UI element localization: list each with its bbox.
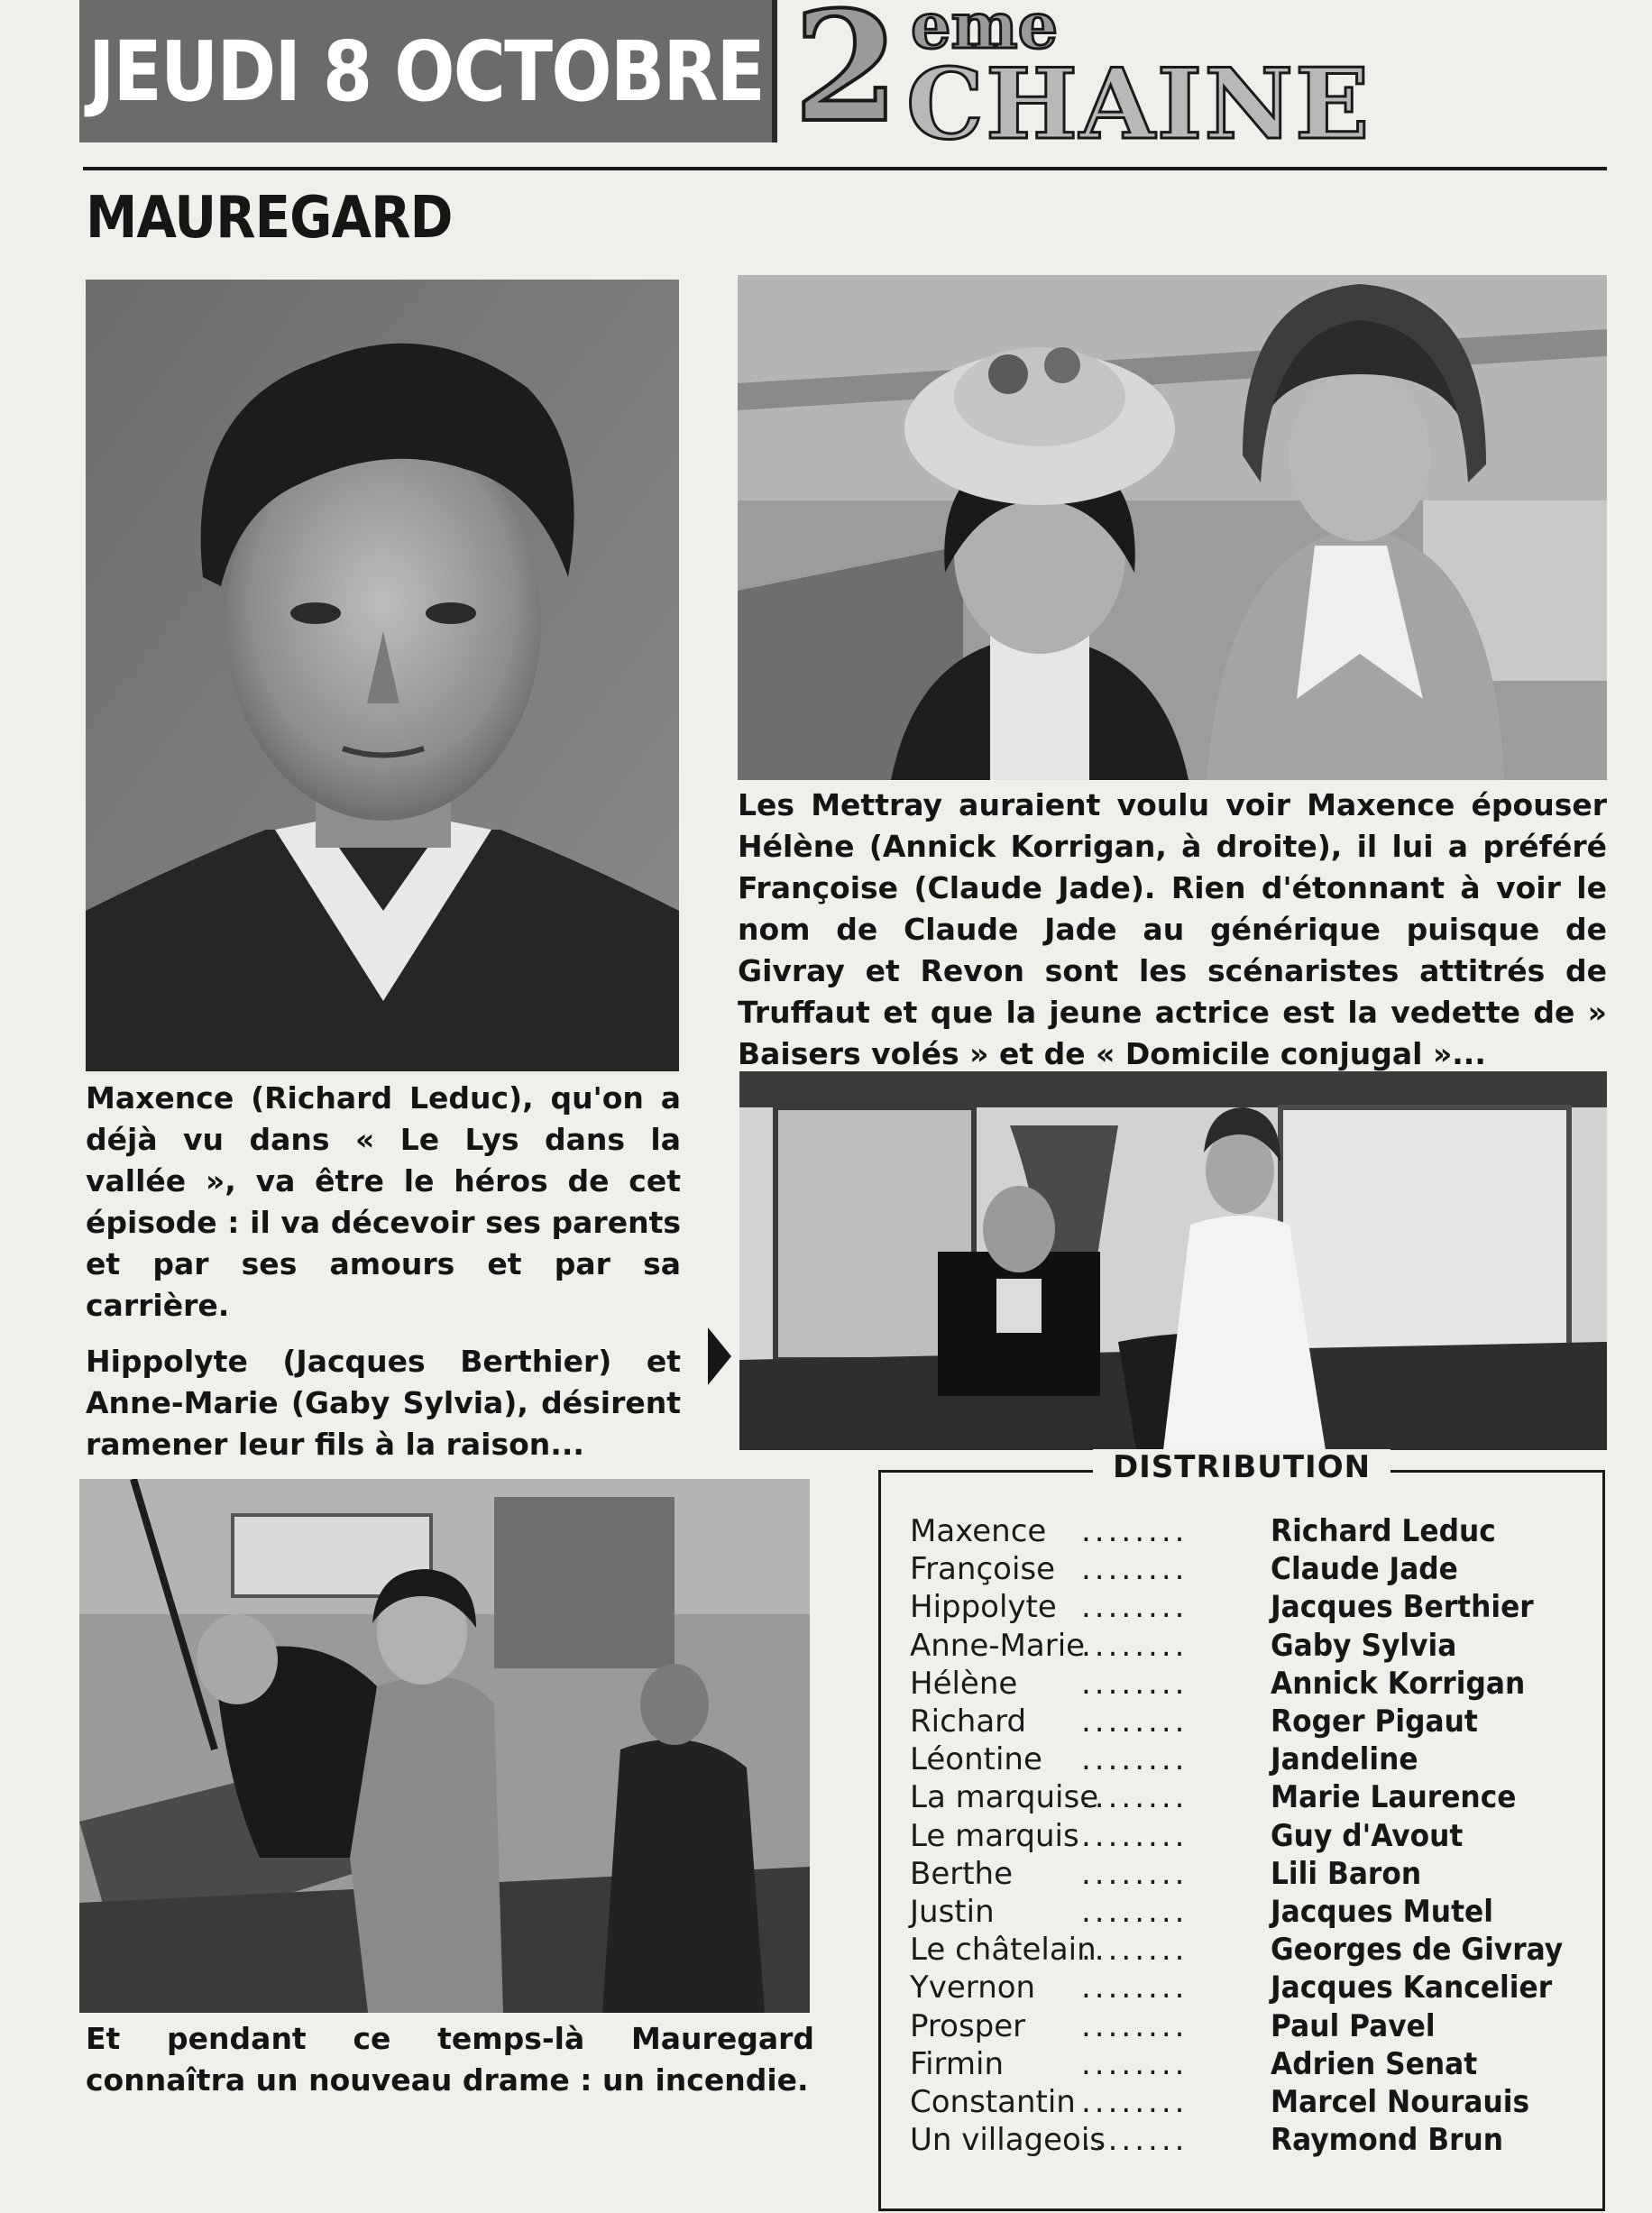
cast-role: Hélène — [910, 1665, 1018, 1702]
cast-leader-dots: ........ — [1081, 1893, 1189, 1930]
cast-actor: Lili Baron — [1271, 1855, 1422, 1892]
cast-row — [910, 1588, 1595, 1626]
cast-role: Firmin — [910, 2045, 1005, 2082]
cast-role: Berthe — [910, 1855, 1014, 1892]
cast-role: La marquise — [910, 1779, 1099, 1816]
cast-row — [910, 2083, 1595, 2121]
cast-leader-dots: ........ — [1081, 1627, 1189, 1664]
cast-actor: Jacques Mutel — [1271, 1893, 1493, 1930]
cast-row — [910, 1969, 1595, 2006]
arrow-pointer-icon — [708, 1327, 731, 1385]
cast-leader-dots: ........ — [1081, 1817, 1189, 1854]
cast-actor: Guy d'Avout — [1271, 1817, 1464, 1854]
cast-row — [910, 2121, 1595, 2159]
cast-role: Constantin — [910, 2083, 1076, 2120]
cast-leader-dots: ........ — [1081, 2083, 1189, 2120]
cast-role: Un villageois — [910, 2122, 1106, 2159]
cast-role: Justin — [910, 1893, 995, 1930]
cast-actor: Georges de Givray — [1271, 1932, 1564, 1969]
cast-row — [910, 1627, 1595, 1665]
cast-row — [910, 1931, 1595, 1969]
photo-maxence-portrait — [86, 280, 679, 1071]
cast-row — [910, 1665, 1595, 1703]
cast-leader-dots: ........ — [1081, 1932, 1189, 1969]
cast-actor: Richard Leduc — [1271, 1513, 1496, 1550]
cast-role: Le châtelain — [910, 1932, 1097, 1969]
cast-actor: Gaby Sylvia — [1271, 1627, 1457, 1664]
distribution-title — [881, 1449, 1602, 1485]
photo-fight-scene — [79, 1479, 810, 2013]
cast-role: Anne-Marie — [910, 1627, 1086, 1664]
distribution-title-text: DISTRIBUTION — [1093, 1449, 1390, 1485]
cast-leader-dots: ........ — [1081, 1551, 1189, 1588]
photo-helene-francoise — [738, 275, 1607, 780]
cast-role: Hippolyte — [910, 1589, 1057, 1626]
cast-actor: Annick Korrigan — [1271, 1665, 1526, 1702]
cast-leader-dots: ........ — [1081, 1741, 1189, 1778]
cast-leader-dots: ........ — [1081, 1703, 1189, 1740]
cast-actor: Adrien Senat — [1271, 2045, 1478, 2082]
cast-leader-dots: ........ — [1081, 2122, 1189, 2159]
channel-superscript: eme — [911, 0, 1059, 63]
header-rule — [83, 167, 1607, 170]
cast-leader-dots: ........ — [1081, 1513, 1189, 1550]
cast-row — [910, 1855, 1595, 1893]
caption-fire — [86, 2018, 814, 2101]
photo-room-scene — [739, 1071, 1607, 1450]
cast-actor: Roger Pigaut — [1271, 1703, 1478, 1740]
cast-role: Maxence — [910, 1513, 1047, 1550]
cast-role: Yvernon — [910, 1970, 1036, 2006]
cast-row — [910, 1550, 1595, 1588]
show-title: MAUREGARD — [86, 185, 453, 252]
channel-number: 2 — [794, 0, 899, 156]
caption-maxence-paragraph-2: Hippolyte (Jacques Berthier) et Anne-Marie (Gaby Sylvia), désirent ramener leur fils à la raison... — [86, 1344, 681, 1462]
cast-leader-dots: ........ — [1081, 1855, 1189, 1892]
caption-mettray-text: Les Mettray auraient voulu voir Maxence épouser Hélène (Annick Korrigan, à droite), il lui a préféré Françoise (Claude Jade). Rien d'étonnant à voir le nom de Claude Jade au générique puisque de Givray et Revon sont les scénaristes attitrés de Truffaut et que la jeune actrice est la vedette de » Baisers volés » et de « Domicile conjugal »... — [738, 787, 1607, 1071]
distribution-box — [878, 1449, 1605, 2211]
cast-row — [910, 2045, 1595, 2083]
caption-maxence — [86, 1078, 681, 1465]
cast-actor: Jacques Berthier — [1271, 1589, 1534, 1626]
cast-actor: Marcel Nourauis — [1271, 2083, 1530, 2120]
cast-leader-dots: ........ — [1081, 1589, 1189, 1626]
cast-actor: Paul Pavel — [1271, 2007, 1436, 2044]
channel-word: CHAINE — [906, 48, 1372, 161]
cast-row — [910, 1893, 1595, 1931]
cast-row — [910, 1778, 1595, 1816]
cast-actor: Jandeline — [1271, 1741, 1418, 1778]
cast-leader-dots: ........ — [1081, 1779, 1189, 1816]
caption-fire-text: Et pendant ce temps-là Mauregard connaîtra un nouveau drame : un incendie. — [86, 2021, 814, 2098]
cast-row — [910, 1703, 1595, 1740]
cast-row — [910, 1817, 1595, 1855]
caption-mettray — [738, 785, 1607, 1075]
cast-leader-dots: ........ — [1081, 1665, 1189, 1702]
cast-leader-dots: ........ — [1081, 2007, 1189, 2044]
cast-leader-dots: ........ — [1081, 1970, 1189, 2006]
cast-actor: Marie Laurence — [1271, 1779, 1517, 1816]
cast-leader-dots: ........ — [1081, 2045, 1189, 2082]
cast-role: Le marquis — [910, 1817, 1079, 1854]
cast-row — [910, 1740, 1595, 1778]
cast-row — [910, 2006, 1595, 2044]
cast-actor: Jacques Kancelier — [1271, 1970, 1553, 2006]
cast-actor: Raymond Brun — [1271, 2122, 1504, 2159]
caption-maxence-paragraph-1: Maxence (Richard Leduc), qu'on a déjà vu dans « Le Lys dans la vallée », va être le héros de cet épisode : il va décevoir ses parents et par ses amours et par sa carrière. — [86, 1080, 681, 1323]
cast-role: Prosper — [910, 2007, 1026, 2044]
cast-list — [910, 1512, 1595, 2159]
cast-actor: Claude Jade — [1271, 1551, 1458, 1588]
cast-role: Léontine — [910, 1741, 1042, 1778]
date-banner — [79, 0, 777, 142]
cast-role: Richard — [910, 1703, 1027, 1740]
cast-role: Françoise — [910, 1551, 1056, 1588]
date-text: JEUDI 8 OCTOBRE — [87, 23, 764, 120]
cast-row — [910, 1512, 1595, 1550]
